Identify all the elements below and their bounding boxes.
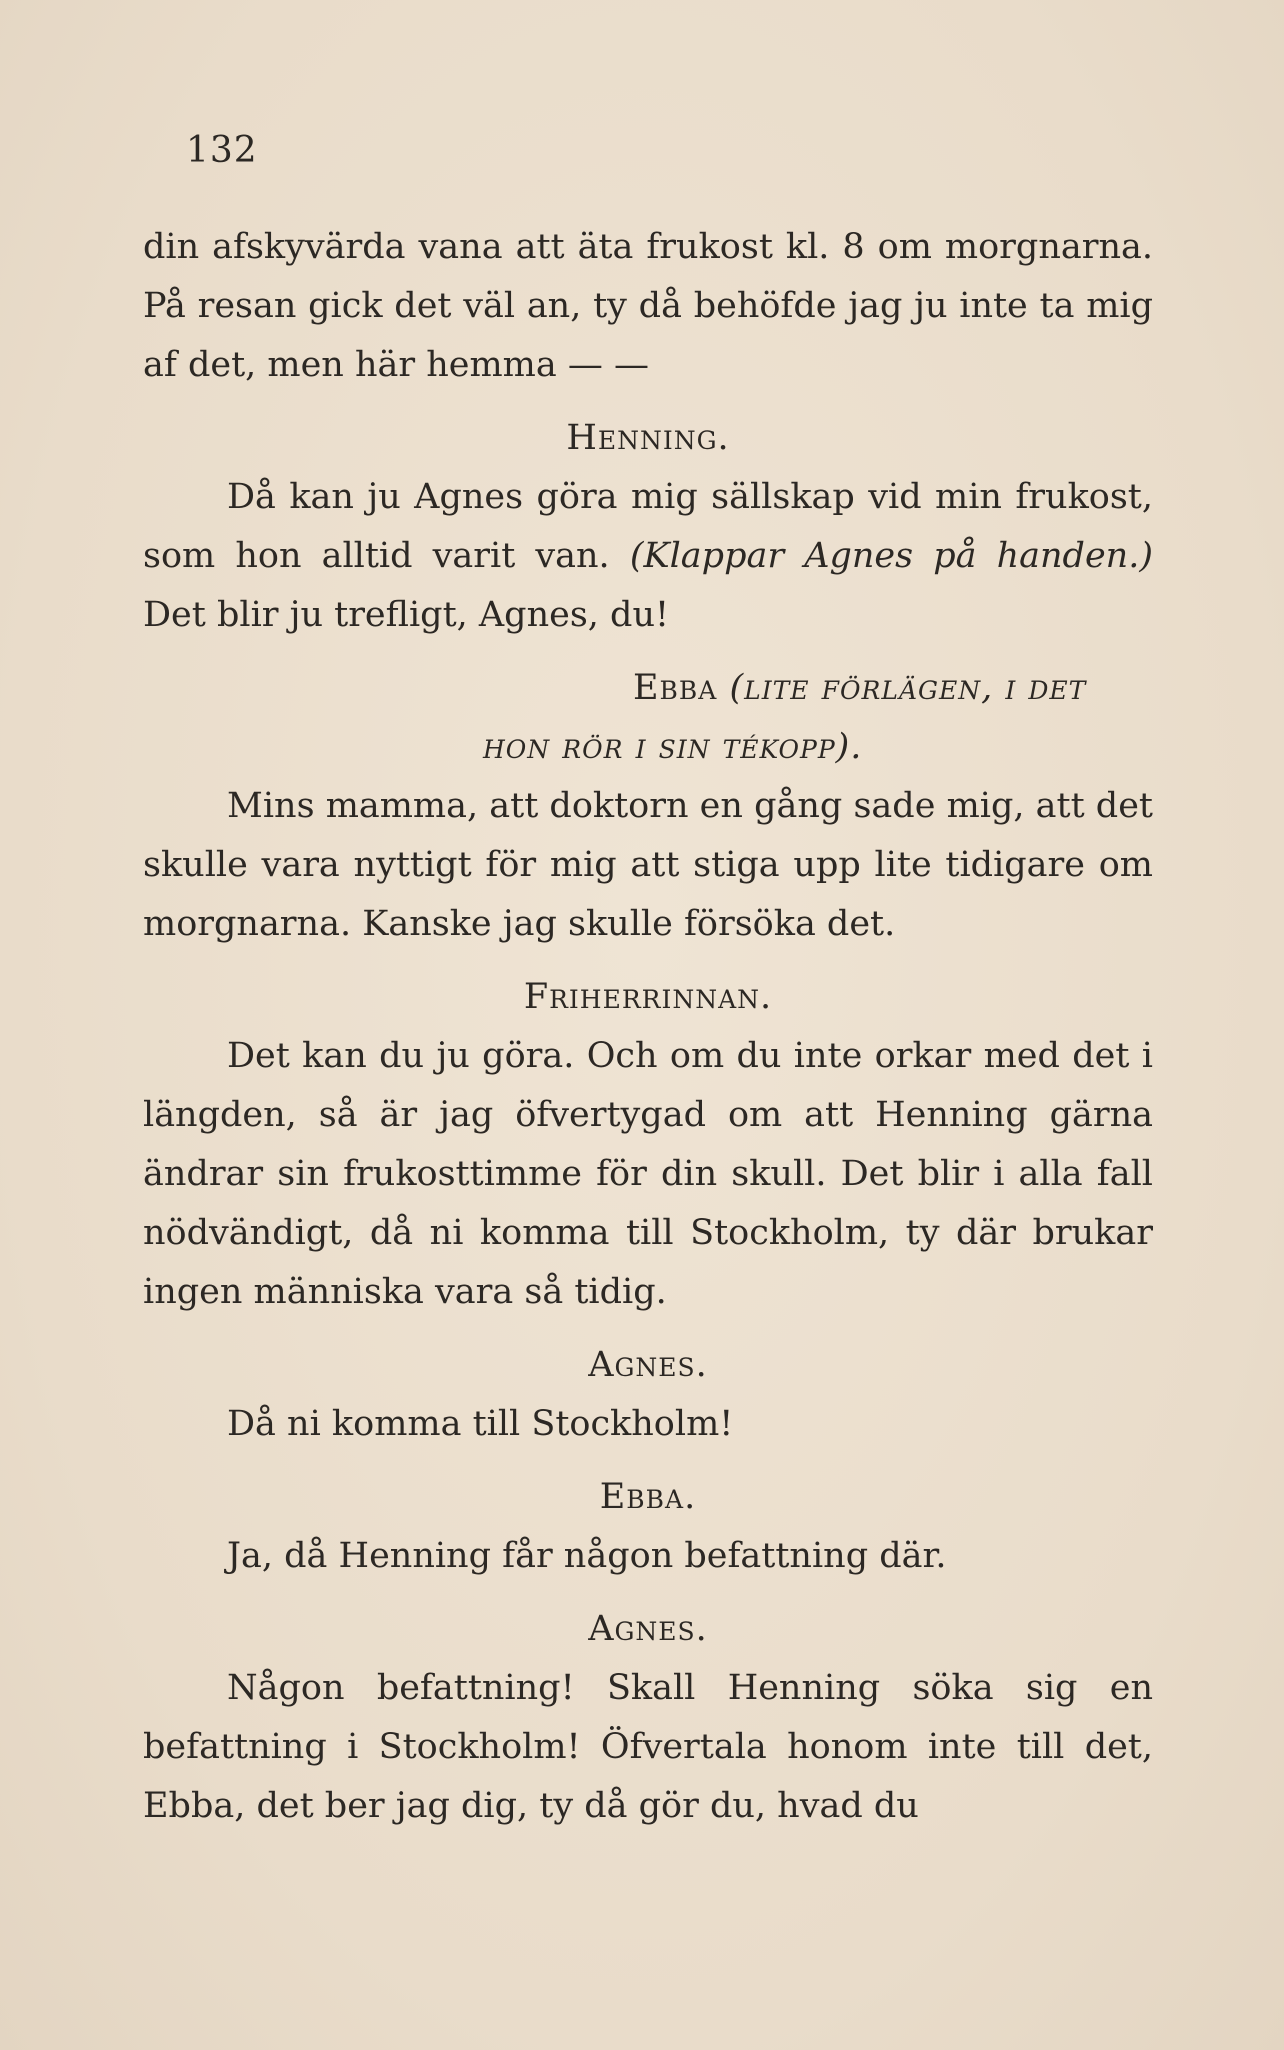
paragraph-agnes-2: Någon befattning! Skall Henning söka sig en befattning i Stockholm! Öfvertala honom inte till det, Ebba, det ber jag dig, ty då gör du, hvad du [143, 1668, 1153, 1826]
page-number: 132 [186, 130, 258, 171]
paragraph-agnes: Då ni komma till Stockholm! [227, 1404, 734, 1444]
paragraph-ebba: Mins mamma, att doktorn en gång sade mig, att det skulle vara nyttigt för mig att stiga upp lite tidigare om morgnarna. Kanske jag skulle försöka det. [143, 786, 1153, 944]
paragraph-henning [143, 468, 1153, 645]
dialogue-text: Det blir ju trefligt, Agnes, du! [143, 595, 670, 635]
page-body [143, 218, 1153, 1836]
stage-direction: (Klappar Agnes på handen.) [629, 536, 1153, 576]
paragraph-friherrinnan: Det kan du ju göra. Och om du inte orkar med det i längden, så är jag öfvertygad om att Henning gärna ändrar sin frukosttimme för din skull. Det blir i alla fall nödvändigt, då ni komma till Stockholm, ty där brukar ingen människa vara så tidig. [143, 1036, 1153, 1312]
speaker-name: Ebba [633, 668, 718, 708]
speaker-friherrinnan: Friherrinnan. [523, 977, 773, 1017]
speaker-ebba-with-direction [143, 659, 1153, 777]
dialogue-text: Då kan ju Agnes göra mig sällskap vid min frukost, som hon alltid varit van. [143, 477, 1153, 576]
paragraph-continued: din afskyvärda vana att äta frukost kl. 8 om morgnarna. På resan gick det väl an, ty då behöfde jag ju inte ta mig af det, men här hemma — — [143, 227, 1153, 385]
speaker-agnes: Agnes. [588, 1345, 708, 1385]
stage-direction: (lite förlägen, i det hon rör i sin tékopp). [483, 668, 1087, 767]
speaker-ebba: Ebba. [599, 1477, 697, 1517]
speaker-agnes-2: Agnes. [588, 1609, 708, 1649]
paragraph-ebba-2: Ja, då Henning får någon befattning där. [227, 1536, 947, 1576]
speaker-henning: Henning. [566, 418, 730, 458]
